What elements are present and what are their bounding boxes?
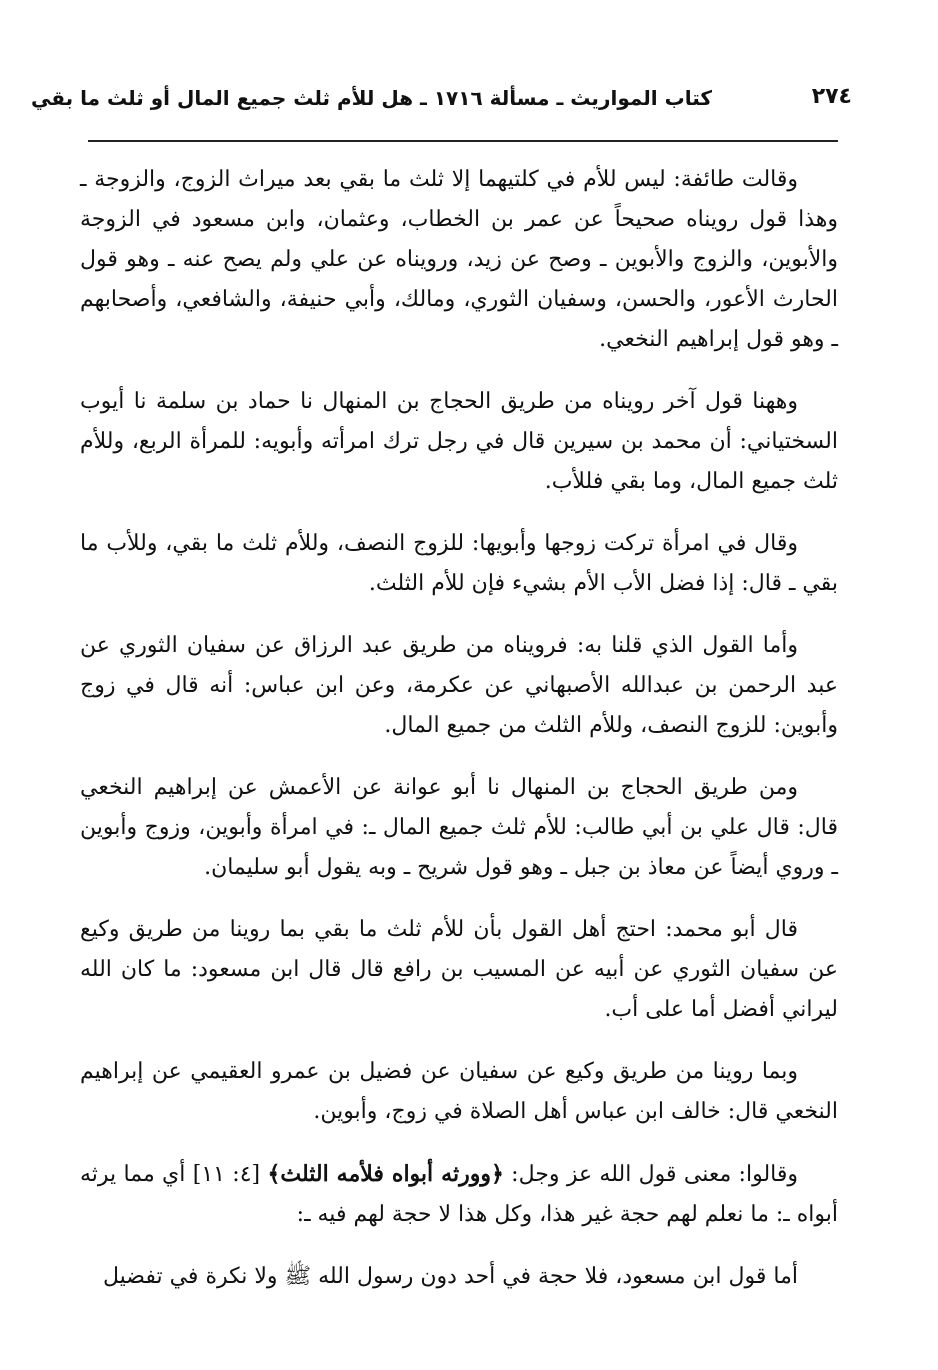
paragraph-7: وبما روينا من طريق وكيع عن سفيان عن فضيل بن عمرو العقيمي عن إبراهيم النخعي قال: خالف ابن عباس أهل الصلاة في زوج، وأبوين. xyxy=(80,1059,838,1124)
paragraph-2: وههنا قول آخر رويناه من طريق الحجاج بن المنهال نا حماد بن سلمة نا أيوب السختياني: أن محمد بن سيرين قال في رجل ترك امرأته وأبويه: للمرأة الربع، وللأم ثلث جميع المال، وما بقي فللأب. xyxy=(80,389,838,494)
quran-verse: ﴿وورثه أبواه فلأمه الثلث﴾ xyxy=(267,1161,504,1187)
paragraph-final: أما قول ابن مسعود، فلا حجة في أحد دون رسول الله ﷺ ولا نكرة في تفضيل xyxy=(102,1264,798,1289)
header-divider xyxy=(88,140,838,142)
page-body xyxy=(80,160,838,1297)
paragraph-3: وقال في امرأة تركت زوجها وأبويها: للزوج النصف، وللأم ثلث ما بقي، وللأب ما بقي ـ قال: إذا فضل الأب الأم بشيء فإن للأم الثلث. xyxy=(80,531,838,596)
page-header xyxy=(30,82,852,128)
page-number: ٢٧٤ xyxy=(811,84,852,109)
quran-paragraph-rest: [٤: ١١] أي مما يرثه أبواه ـ: ما نعلم لهم حجة غير هذا، وكل هذا لا حجة لهم فيه ـ: xyxy=(80,1162,838,1227)
paragraph-4: وأما القول الذي قلنا به: فرويناه من طريق عبد الرزاق عن سفيان الثوري عن عبد الرحمن بن عبدالله الأصبهاني عن عكرمة، وعن ابن عباس: أنه قال في زوج وأبوين: للزوج النصف، وللأم الثلث من جميع المال. xyxy=(80,633,838,738)
paragraph-quran xyxy=(80,1154,838,1235)
quran-paragraph-intro: وقالوا: معنى قول الله عز وجل: xyxy=(503,1162,798,1187)
paragraph-5: ومن طريق الحجاج بن المنهال نا أبو عوانة عن الأعمش عن إبراهيم النخعي قال: قال علي بن أبي طالب: للأم ثلث جميع المال ـ: في امرأة وأبوين، وزوج وأبوين ـ وروي أيضاً عن معاذ بن جبل ـ وهو قول شريح ـ وبه يقول أبو سليمان. xyxy=(80,775,838,880)
paragraph-6: قال أبو محمد: احتج أهل القول بأن للأم ثلث ما بقي بما روينا من طريق وكيع عن سفيان الثوري عن أبيه عن المسيب بن رافع قال قال ابن مسعود: ما كان الله ليراني أفضل أما على أب. xyxy=(80,917,838,1022)
paragraph-1: وقالت طائفة: ليس للأم في كلتيهما إلا ثلث ما بقي بعد ميراث الزوج، والزوجة ـ وهذا قول رويناه صحيحاً عن عمر بن الخطاب، وعثمان، وابن مسعود في الزوجة والأبوين، والزوج والأبوين ـ وصح عن زيد، ورويناه عن علي ولم يصح عنه ـ وهو قول الحارث الأعور، والحسن، وسفيان الثوري، ومالك، وأبي حنيفة، والشافعي، وأصحابهم ـ وهو قول إبراهيم النخعي. xyxy=(80,167,838,352)
running-title: كتاب المواريث ـ مسألة ١٧١٦ ـ هل للأم ثلث جميع المال أو ثلث ما بقي xyxy=(30,86,712,110)
